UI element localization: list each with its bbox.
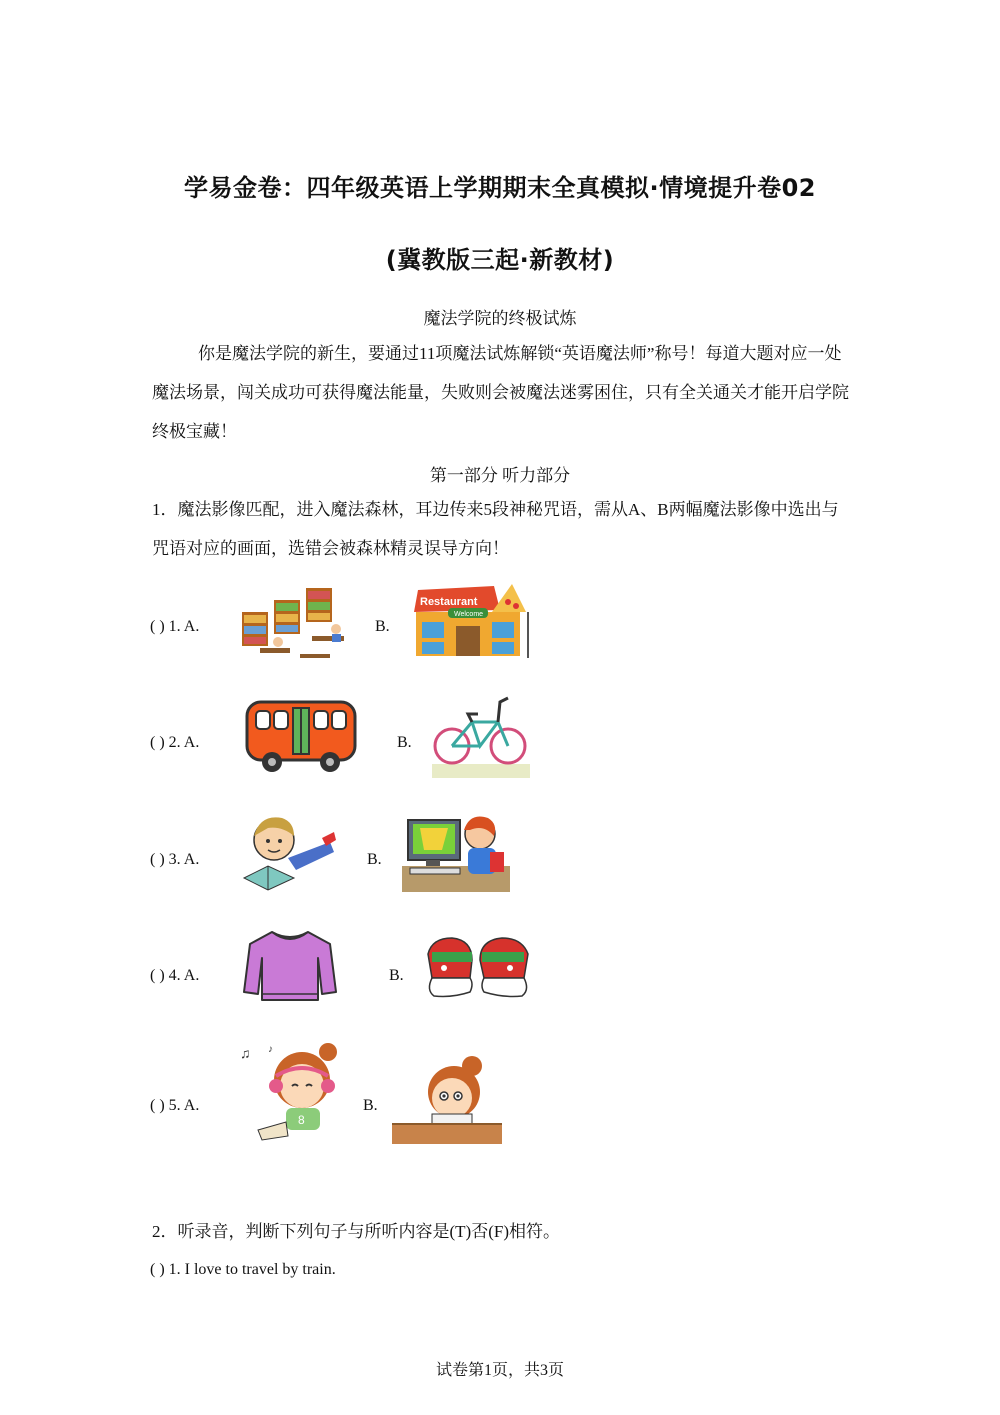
question-1-prompt: 1．魔法影像匹配，进入魔法森林，耳边传来5段神秘咒语，需从A、B两幅魔法影像中选出与咒语对应的画面，选错会被森林精灵误导方向！ xyxy=(152,500,839,558)
page-footer: 试卷第1页，共3页 xyxy=(435,1362,564,1379)
sweater-icon xyxy=(242,928,338,1008)
mitten-icon xyxy=(480,938,528,997)
shirt-number-8: 8 xyxy=(298,1113,305,1127)
welcome-sign: Welcome xyxy=(454,611,484,618)
item-prefix: ( ) 2. A. xyxy=(150,734,200,751)
bookshelf-icon xyxy=(274,600,300,634)
option-b-label: B. xyxy=(367,851,382,868)
music-note-icon: ♫ xyxy=(240,1045,251,1061)
page-title: 学易金卷：四年级英语上学期期末全真模拟·情境提升卷02 xyxy=(183,174,816,202)
music-note-icon: ♪ xyxy=(268,1044,273,1055)
page-subtitle: (冀教版三起·新教材) xyxy=(385,246,615,274)
girl-writing-icon xyxy=(392,1052,502,1144)
boy-computer-icon xyxy=(402,806,510,892)
library-icon xyxy=(240,584,355,664)
girl-listening-music-icon xyxy=(238,1040,348,1144)
restaurant-icon xyxy=(408,582,533,662)
restaurant-sign: Restaurant xyxy=(420,596,478,608)
item-prefix: ( ) 3. A. xyxy=(150,851,200,868)
bicycle-icon xyxy=(432,694,530,778)
question-2-item-1 xyxy=(150,1261,850,1291)
item-prefix: ( ) 4. A. xyxy=(150,967,200,984)
bookshelf-icon xyxy=(306,588,332,622)
question-2-prompt: 2．听录音，判断下列句子与所听内容是(T)否(F)相符。 xyxy=(152,1222,560,1241)
item-prefix: ( ) 1. I love to travel by train. xyxy=(150,1261,336,1278)
item-prefix: ( ) 1. A. xyxy=(150,618,200,635)
mitten-icon xyxy=(428,938,472,997)
intro-heading: 魔法学院的终极试炼 xyxy=(423,309,577,328)
bus-icon xyxy=(244,698,359,778)
part1-heading: 第一部分 听力部分 xyxy=(429,466,571,485)
option-b-label: B. xyxy=(375,618,390,635)
option-b-label: B. xyxy=(397,734,412,751)
option-b-label: B. xyxy=(363,1097,378,1114)
option-b-label: B. xyxy=(389,967,404,984)
intro-paragraph: 你是魔法学院的新生，要通过11项魔法试炼解锁“英语魔法师”称号！每道大题对应一处魔法场景，闯关成功可获得魔法能量，失败则会被魔法迷雾困住，只有全关通关才能开启学院终极宝藏！ xyxy=(152,344,849,441)
mittens-icon xyxy=(418,934,538,1006)
item-prefix: ( ) 5. A. xyxy=(150,1097,200,1114)
boy-reading-icon xyxy=(238,808,338,894)
bookshelf-icon xyxy=(242,612,268,646)
